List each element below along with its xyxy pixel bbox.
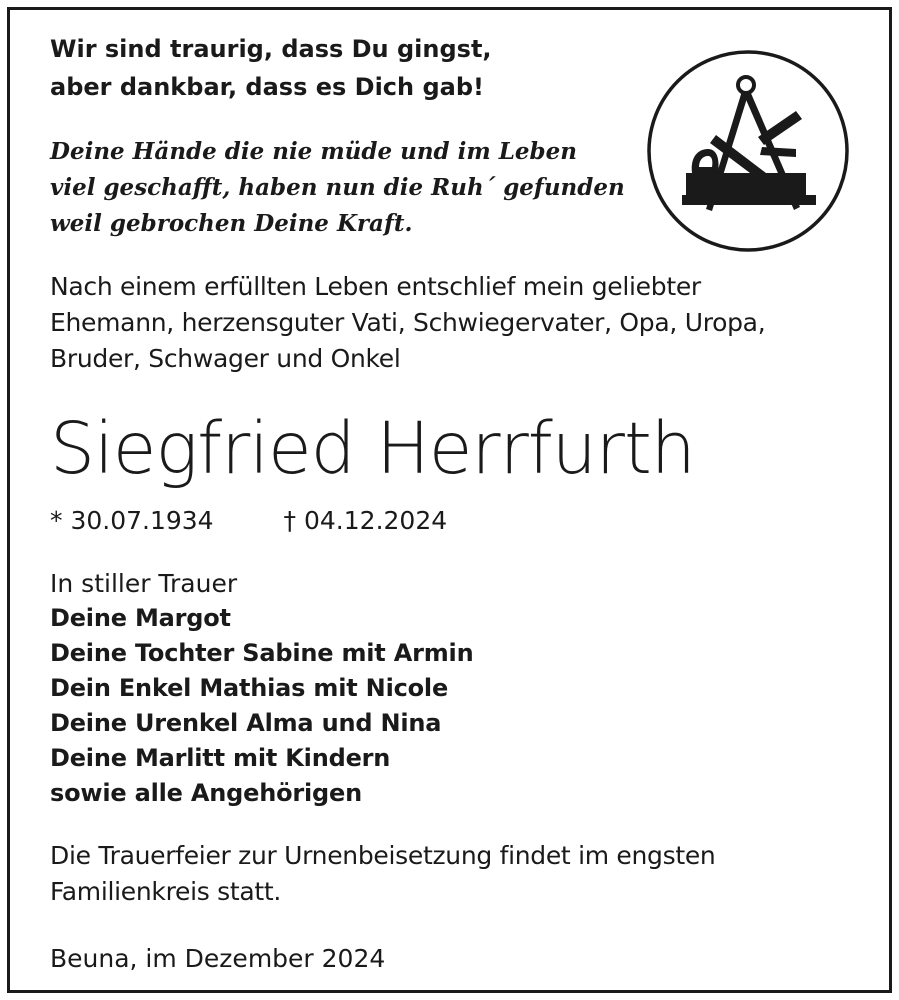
carpenter-tools-emblem-icon <box>646 49 850 253</box>
ceremony-notice <box>50 838 715 910</box>
life-dates <box>50 503 447 539</box>
mourner-entry: Dein Enkel Mathias mit Nicole <box>50 674 449 702</box>
quote-line: Wir sind traurig, dass Du gingst, <box>50 35 492 63</box>
mourner-entry: Deine Tochter Sabine mit Armin <box>50 639 474 667</box>
mourner-entry: Deine Margot <box>50 604 231 632</box>
opening-quote <box>50 30 492 106</box>
poem-line: weil gebrochen Deine Kraft. <box>50 210 413 237</box>
mourners-list <box>50 566 473 811</box>
place-and-date: Beuna, im Dezember 2024 <box>50 944 386 973</box>
mourning-lead: In stiller Trauer <box>50 569 238 598</box>
intro-line: Nach einem erfüllten Leben entschlief mein geliebter <box>50 272 701 301</box>
deceased-name: Siegfried Herrfurth <box>50 407 695 490</box>
intro-line: Bruder, Schwager und Onkel <box>50 344 401 373</box>
poem-line: viel geschafft, haben nun die Ruh´ gefunden <box>50 174 625 201</box>
intro-line: Ehemann, herzensguter Vati, Schwiegervater, Opa, Uropa, <box>50 308 766 337</box>
mourner-entry: Deine Urenkel Alma und Nina <box>50 709 442 737</box>
poem-verse <box>50 134 625 242</box>
ceremony-line: Familienkreis statt. <box>50 877 282 906</box>
mourner-entry: sowie alle Angehörigen <box>50 779 362 807</box>
quote-line: aber dankbar, dass es Dich gab! <box>50 73 484 101</box>
mourner-entry: Deine Marlitt mit Kindern <box>50 744 391 772</box>
death-date: † 04.12.2024 <box>283 506 448 535</box>
ceremony-line: Die Trauerfeier zur Urnenbeisetzung findet im engsten <box>50 841 716 870</box>
intro-text <box>50 269 765 377</box>
poem-line: Deine Hände die nie müde und im Leben <box>50 138 577 165</box>
birth-date: * 30.07.1934 <box>50 506 214 535</box>
